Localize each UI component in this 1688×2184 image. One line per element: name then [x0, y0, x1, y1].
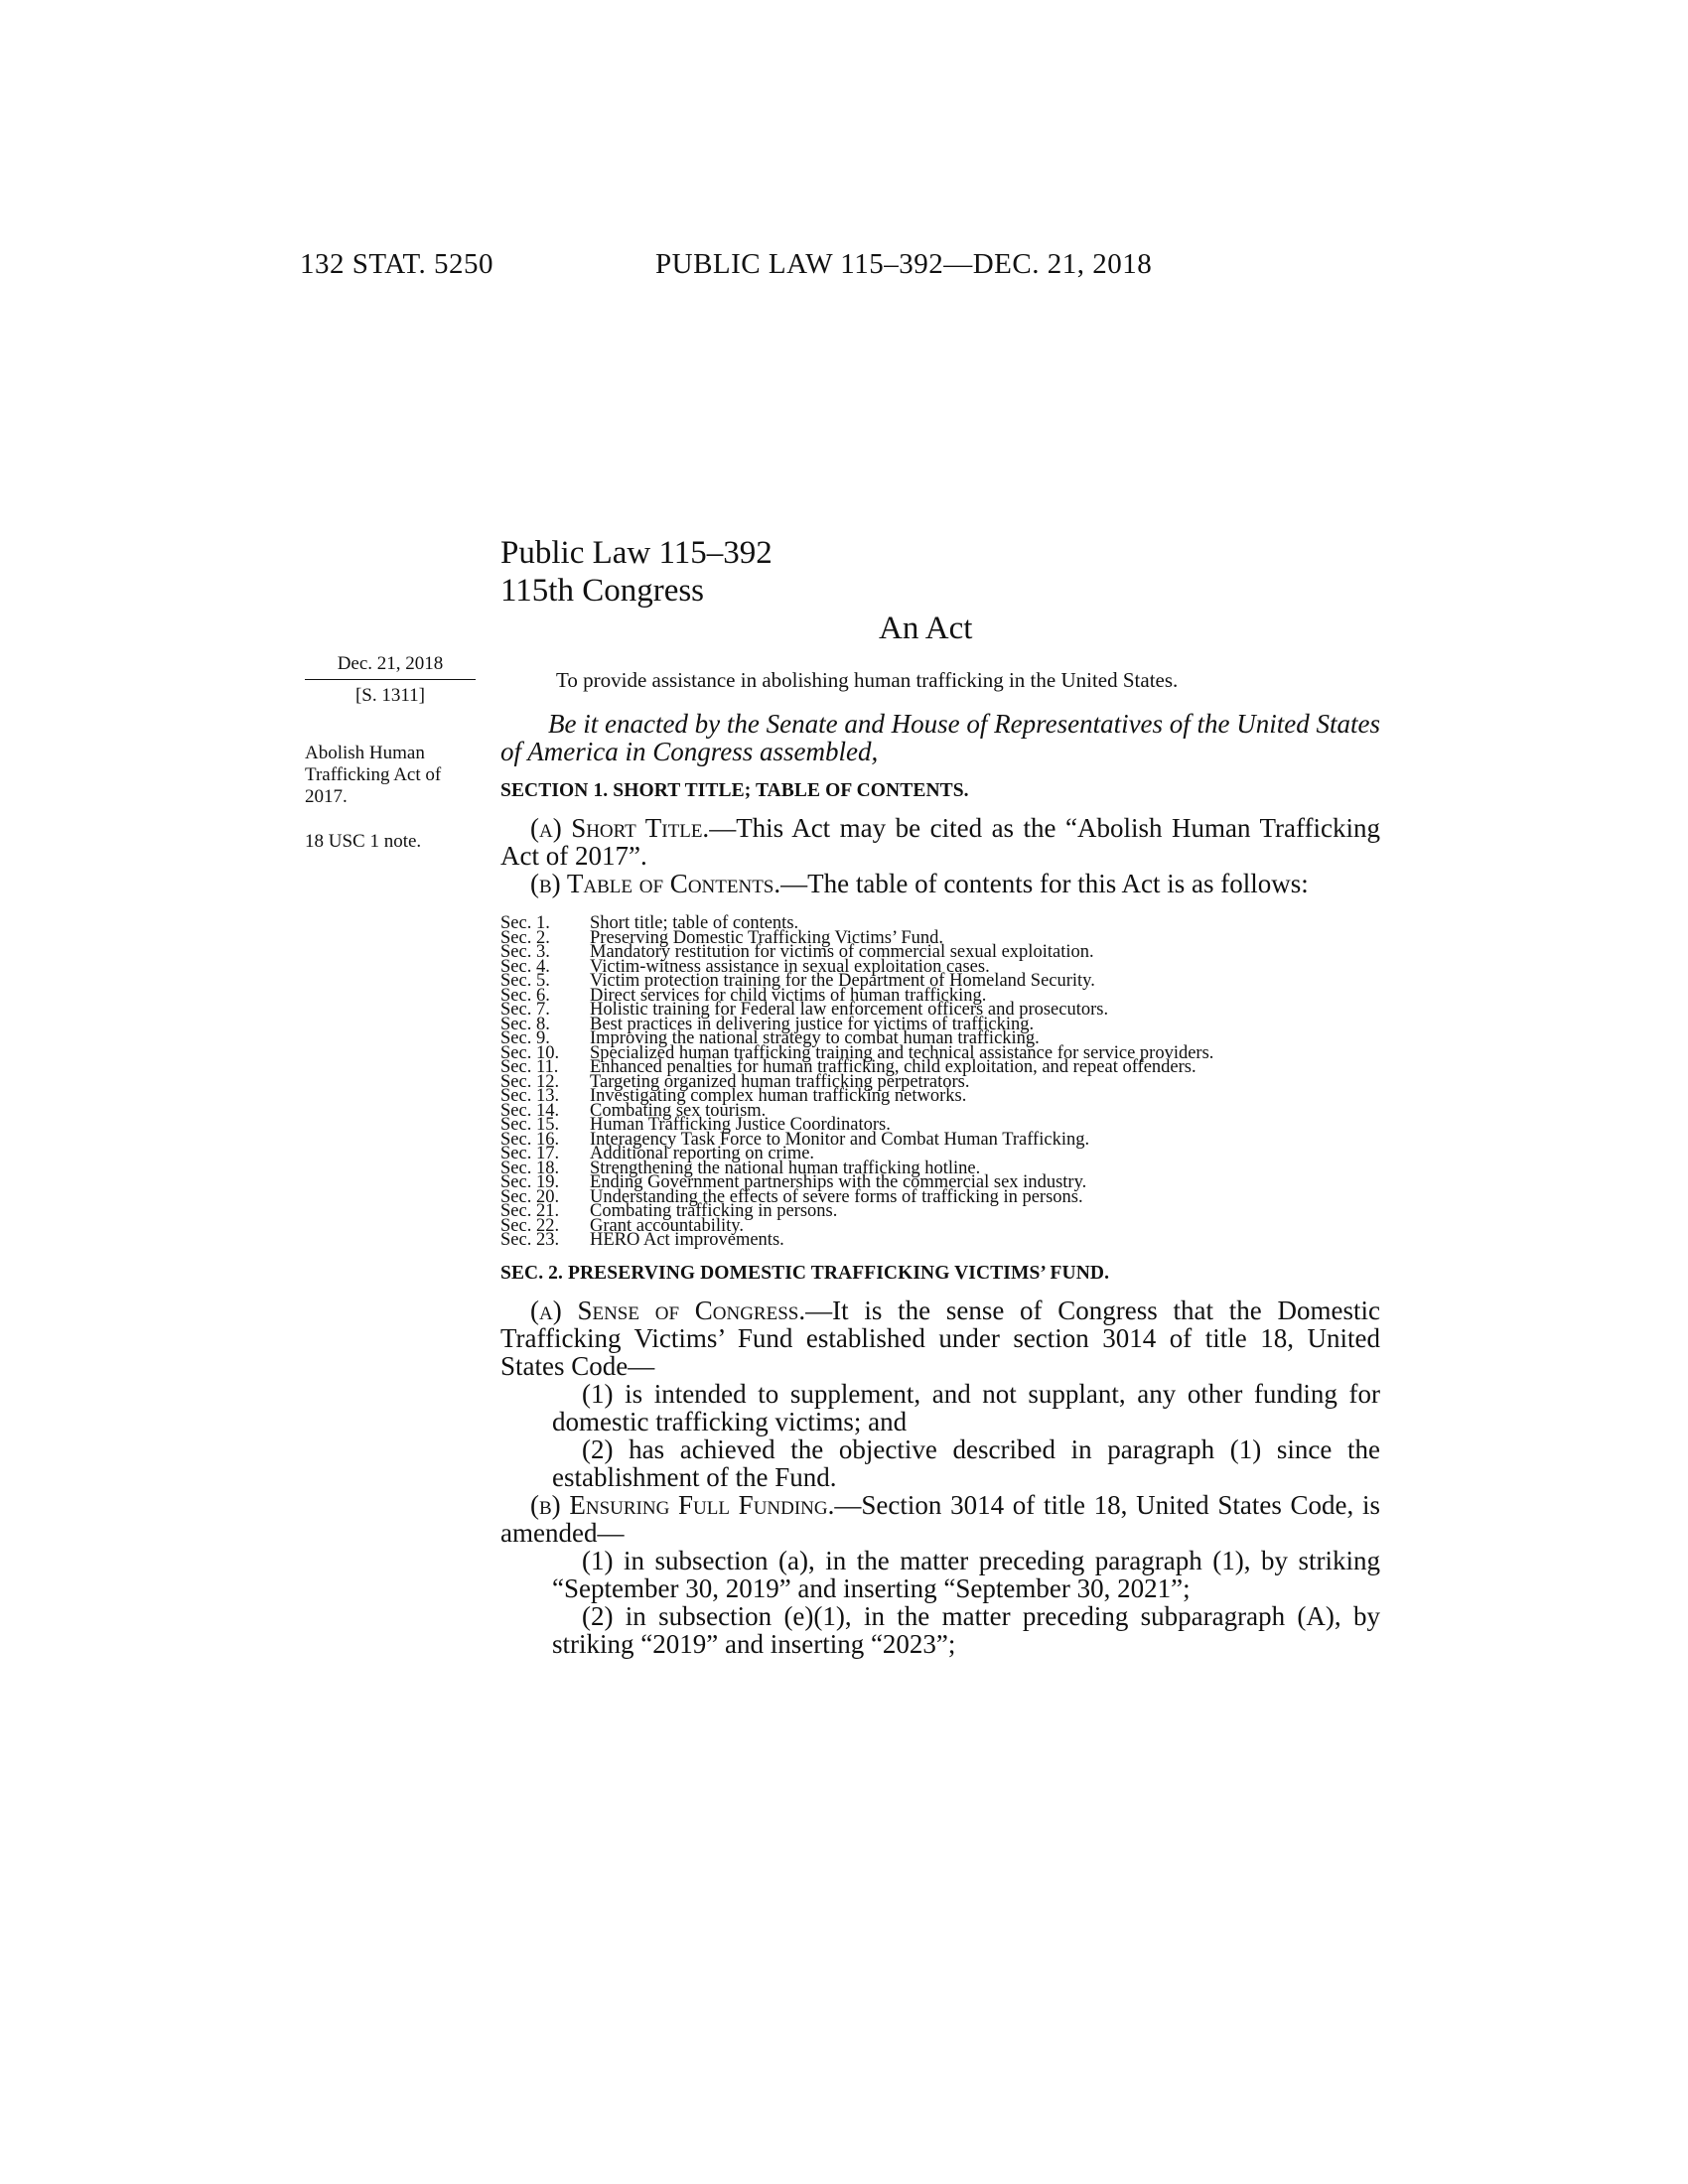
- section-2-a2: (2) has achieved the objective described in paragraph (1) since the establishment of the Fund.: [552, 1433, 1380, 1492]
- toc-sec-number: Sec. 2.: [500, 927, 550, 948]
- section-1-b-caption: (b) Table of Contents.: [530, 869, 781, 898]
- toc-sec-title: Grant accountability.: [590, 1215, 744, 1236]
- toc-sec-number: Sec. 15.: [500, 1115, 560, 1135]
- act-label: An Act: [879, 611, 973, 646]
- toc-sec-number: Sec. 6.: [500, 985, 550, 1006]
- section-1-b-text: —The table of contents for this Act is as follows:: [780, 869, 1309, 898]
- toc-sec-title: Interagency Task Force to Monitor and Combat Human Trafficking.: [590, 1129, 1090, 1150]
- act-purpose: To provide assistance in abolishing human trafficking in the United States.: [556, 668, 1179, 692]
- toc-sec-number: Sec. 23.: [500, 1230, 560, 1250]
- public-law-number: Public Law 115–392: [500, 535, 773, 571]
- toc-sec-title: Victim protection training for the Department of Homeland Security.: [590, 971, 1095, 991]
- toc-sec-number: Sec. 1.: [500, 913, 550, 933]
- section-2-a: [500, 1297, 1380, 1380]
- toc-sec-title: Short title; table of contents.: [590, 913, 799, 933]
- toc-sec-title: Human Trafficking Justice Coordinators.: [590, 1115, 891, 1135]
- toc-sec-number: Sec. 12.: [500, 1071, 560, 1092]
- toc-sec-title: Targeting organized human trafficking perpetrators.: [590, 1071, 970, 1092]
- margin-divider: [305, 679, 476, 680]
- toc-sec-number: Sec. 14.: [500, 1100, 560, 1121]
- toc-sec-number: Sec. 4.: [500, 956, 550, 977]
- congress-number: 115th Congress: [500, 573, 705, 609]
- section-2-b-caption: (b) Ensuring Full Funding.: [530, 1489, 835, 1520]
- toc-sec-number: Sec. 3.: [500, 942, 550, 962]
- toc-sec-number: Sec. 7.: [500, 1000, 550, 1020]
- toc-sec-title: Victim-witness assistance in sexual exploitation cases.: [590, 956, 990, 977]
- toc-sec-number: Sec. 11.: [500, 1057, 559, 1077]
- toc-sec-title: Combating trafficking in persons.: [590, 1201, 838, 1221]
- toc-sec-title: Enhanced penalties for human trafficking, child exploitation, and repeat offenders.: [590, 1057, 1196, 1077]
- toc-sec-title: Investigating complex human trafficking networks.: [590, 1086, 967, 1106]
- toc-sec-number: Sec. 16.: [500, 1129, 560, 1150]
- toc-sec-title: Additional reporting on crime.: [590, 1144, 815, 1163]
- table-of-contents: [500, 913, 1380, 1250]
- toc-sec-number: Sec. 9.: [500, 1028, 550, 1048]
- section-2-heading: SEC. 2. PRESERVING DOMESTIC TRAFFICKING VICTIMS’ FUND.: [500, 1262, 1110, 1284]
- toc-sec-title: Combating sex tourism.: [590, 1100, 767, 1121]
- toc-item: [500, 1230, 1380, 1250]
- section-2-b2: (2) in subsection (e)(1), in the matter preceding subparagraph (A), by striking “2019” and inserting “2023”;: [552, 1600, 1380, 1659]
- toc-sec-number: Sec. 8.: [500, 1014, 550, 1034]
- section-2-b-text: —Section 3014 of title 18, United States Code, is amended—: [500, 1489, 1380, 1548]
- section-2-a-caption: (a) Sense of Congress.: [530, 1295, 806, 1325]
- toc-sec-number: Sec. 22.: [500, 1215, 560, 1236]
- section-2-b: [500, 1491, 1380, 1547]
- toc-sec-number: Sec. 17.: [500, 1144, 560, 1163]
- toc-sec-title: Specialized human trafficking training and technical assistance for service providers.: [590, 1042, 1214, 1063]
- toc-sec-title: Preserving Domestic Trafficking Victims’ Fund.: [590, 927, 944, 948]
- section-1-a: [500, 814, 1380, 870]
- toc-sec-title: Holistic training for Federal law enforcement officers and prosecutors.: [590, 1000, 1109, 1020]
- enactment-date: Dec. 21, 2018: [337, 653, 444, 674]
- toc-sec-number: Sec. 18.: [500, 1158, 560, 1178]
- bill-number: [S. 1311]: [354, 685, 426, 706]
- section-1-b: [500, 870, 1380, 897]
- section-2-a1: (1) is intended to supplement, and not supplant, any other funding for domestic trafficking victims; and: [552, 1378, 1380, 1436]
- margin-usc-note: 18 USC 1 note.: [305, 831, 422, 852]
- toc-sec-title: Best practices in delivering justice for victims of trafficking.: [590, 1014, 1035, 1034]
- section-2-b1: (1) in subsection (a), in the matter preceding paragraph (1), by striking “September 30, 2019” and inserting “September 30, 2021”;: [552, 1545, 1380, 1603]
- toc-sec-title: Improving the national strategy to combat human trafficking.: [590, 1028, 1040, 1048]
- toc-sec-title: Mandatory restitution for victims of commercial sexual exploitation.: [590, 942, 1094, 962]
- toc-sec-title: Direct services for child victims of human trafficking.: [590, 985, 987, 1006]
- toc-sec-title: Ending Government partnerships with the commercial sex industry.: [590, 1172, 1087, 1192]
- main-text: [500, 710, 1380, 1658]
- toc-sec-number: Sec. 19.: [500, 1172, 560, 1192]
- section-1-a-caption: (a) Short Title.: [530, 813, 710, 843]
- toc-sec-title: HERO Act improvements.: [590, 1230, 784, 1250]
- toc-sec-title: Understanding the effects of severe forms of trafficking in persons.: [590, 1186, 1083, 1207]
- section-2-a-text: —It is the sense of Congress that the Domestic Trafficking Victims’ Fund established under section 3014 of title 18, United States Code—: [500, 1295, 1380, 1381]
- toc-sec-number: Sec. 13.: [500, 1086, 560, 1106]
- law-title-block: [500, 534, 773, 610]
- section-1-heading: SECTION 1. SHORT TITLE; TABLE OF CONTENTS.: [500, 780, 969, 801]
- public-law-running-head: PUBLIC LAW 115–392—DEC. 21, 2018: [655, 248, 1153, 280]
- toc-sec-title: Strengthening the national human trafficking hotline.: [590, 1158, 981, 1178]
- toc-sec-number: Sec. 20.: [500, 1186, 560, 1207]
- toc-sec-number: Sec. 10.: [500, 1042, 560, 1063]
- margin-date-note: [305, 652, 476, 708]
- toc-sec-number: Sec. 21.: [500, 1201, 560, 1221]
- section-1-a-text: —This Act may be cited as the “Abolish Human Trafficking Act of 2017”.: [500, 813, 1380, 871]
- enacting-clause: Be it enacted by the Senate and House of Representatives of the United States of America in Congress assembled,: [500, 709, 1381, 766]
- toc-sec-number: Sec. 5.: [500, 971, 550, 991]
- stat-page-number: 132 STAT. 5250: [300, 248, 494, 280]
- margin-short-title-note: Abolish Human Trafficking Act of 2017.: [305, 743, 442, 807]
